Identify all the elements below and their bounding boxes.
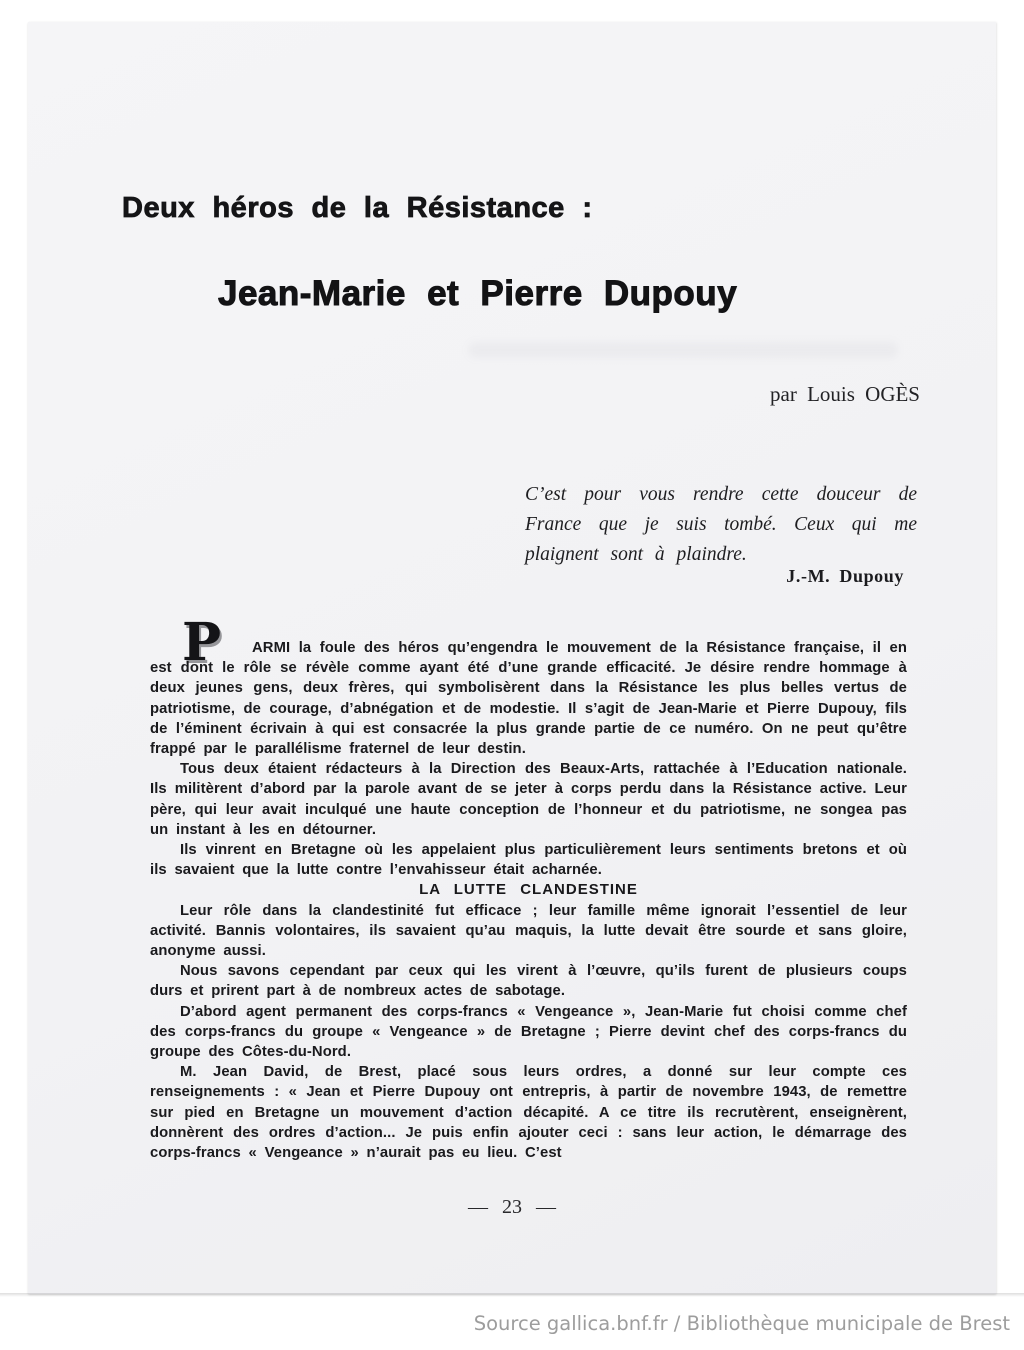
- page-showthrough: [468, 342, 898, 358]
- body-paragraph: M. Jean David, de Brest, placé sous leurs ordres, a donné sur leur compte ces renseignements : « Jean et Pierre Dupouy ont entrepris, à partir de novembre 1943, de remettre sur pied en Bretagne un mouvement d’action décapité. A ce titre ils recrutèrent, enseignèrent, donnèrent des ordres d’action... Je puis enfin ajouter ceci : sans leur action, le démarrage des corps-francs « Vengeance » n’aurait pas eu lieu. C’est: [150, 1064, 907, 1162]
- epigraph-attribution: J.-M. Dupouy: [786, 566, 904, 586]
- article-kicker: Deux héros de la Résistance :: [122, 192, 593, 224]
- gallica-source-footer: Source gallica.bnf.fr / Bibliothèque municipale de Brest: [473, 1312, 1010, 1335]
- body-paragraph: D’abord agent permanent des corps-francs « Vengeance », Jean-Marie fut choisi comme chef des corps-francs du groupe « Vengeance » de Bretagne ; Pierre devint chef des corps-francs du groupe des Côtes-du-Nord.: [150, 1003, 907, 1061]
- body-paragraph: Nous savons cependant par ceux qui les virent à l’œuvre, qu’ils furent de plusieurs coups durs et prirent part à de nombreux actes de sabotage.: [150, 963, 907, 1000]
- body-paragraph: Tous deux étaient rédacteurs à la Direction des Beaux-Arts, rattachée à l’Education nationale. Ils militèrent d’abord par la parole avant de se jeter à corps perdu dans la Résistance active. Leur père, qui leur avait inculqué une haute conception de l’honneur et du patriotisme, ne songea pas un instant à les en détourner.: [150, 761, 907, 838]
- article-title: Jean-Marie et Pierre Dupouy: [218, 274, 738, 313]
- dropcap-letter: P: [182, 612, 222, 673]
- article-body: [150, 638, 907, 1210]
- scanned-page: [28, 22, 996, 1294]
- page-edge-shadow: [0, 1293, 1024, 1297]
- page-number: — 23 —: [468, 1196, 556, 1218]
- body-paragraph: ARMI la foule des héros qu’engendra le mouvement de la Résistance française, il en est dont le rôle se révèle comme ayant été d’une grande efficacité. Je désire rendre hommage à deux jeunes gens, deux frères, qui symbolisèrent dans la Résistance les plus belles vertus de patriotisme, de courage, d’abnégation et de modestie. Il s’agit de Jean-Marie et Pierre Dupouy, fils de l’éminent écrivain à qui est consacrée la plus grande partie de ce numéro. On ne peut qu’être frappé par le parallélisme fraternel de leur destin.: [150, 640, 907, 758]
- article-byline: par Louis OGÈS: [770, 382, 920, 406]
- body-paragraph: Ils vinrent en Bretagne où les appelaient plus particulièrement leurs sentiments bretons et où ils savaient que la lutte contre l’envahisseur était acharnée.: [150, 842, 907, 879]
- epigraph-quote: C’est pour vous rendre cette douceur de France que je suis tombé. Ceux qui me plaignent sont à plaindre.: [525, 484, 917, 565]
- section-heading: LA LUTTE CLANDESTINE: [419, 881, 638, 899]
- body-paragraph: Leur rôle dans la clandestinité fut efficace ; leur famille même ignorait l’essentiel de leur activité. Bannis volontaires, ils savaient qu’au maquis, la lutte devait être sourde et sans gloire, anonyme aussi.: [150, 902, 907, 960]
